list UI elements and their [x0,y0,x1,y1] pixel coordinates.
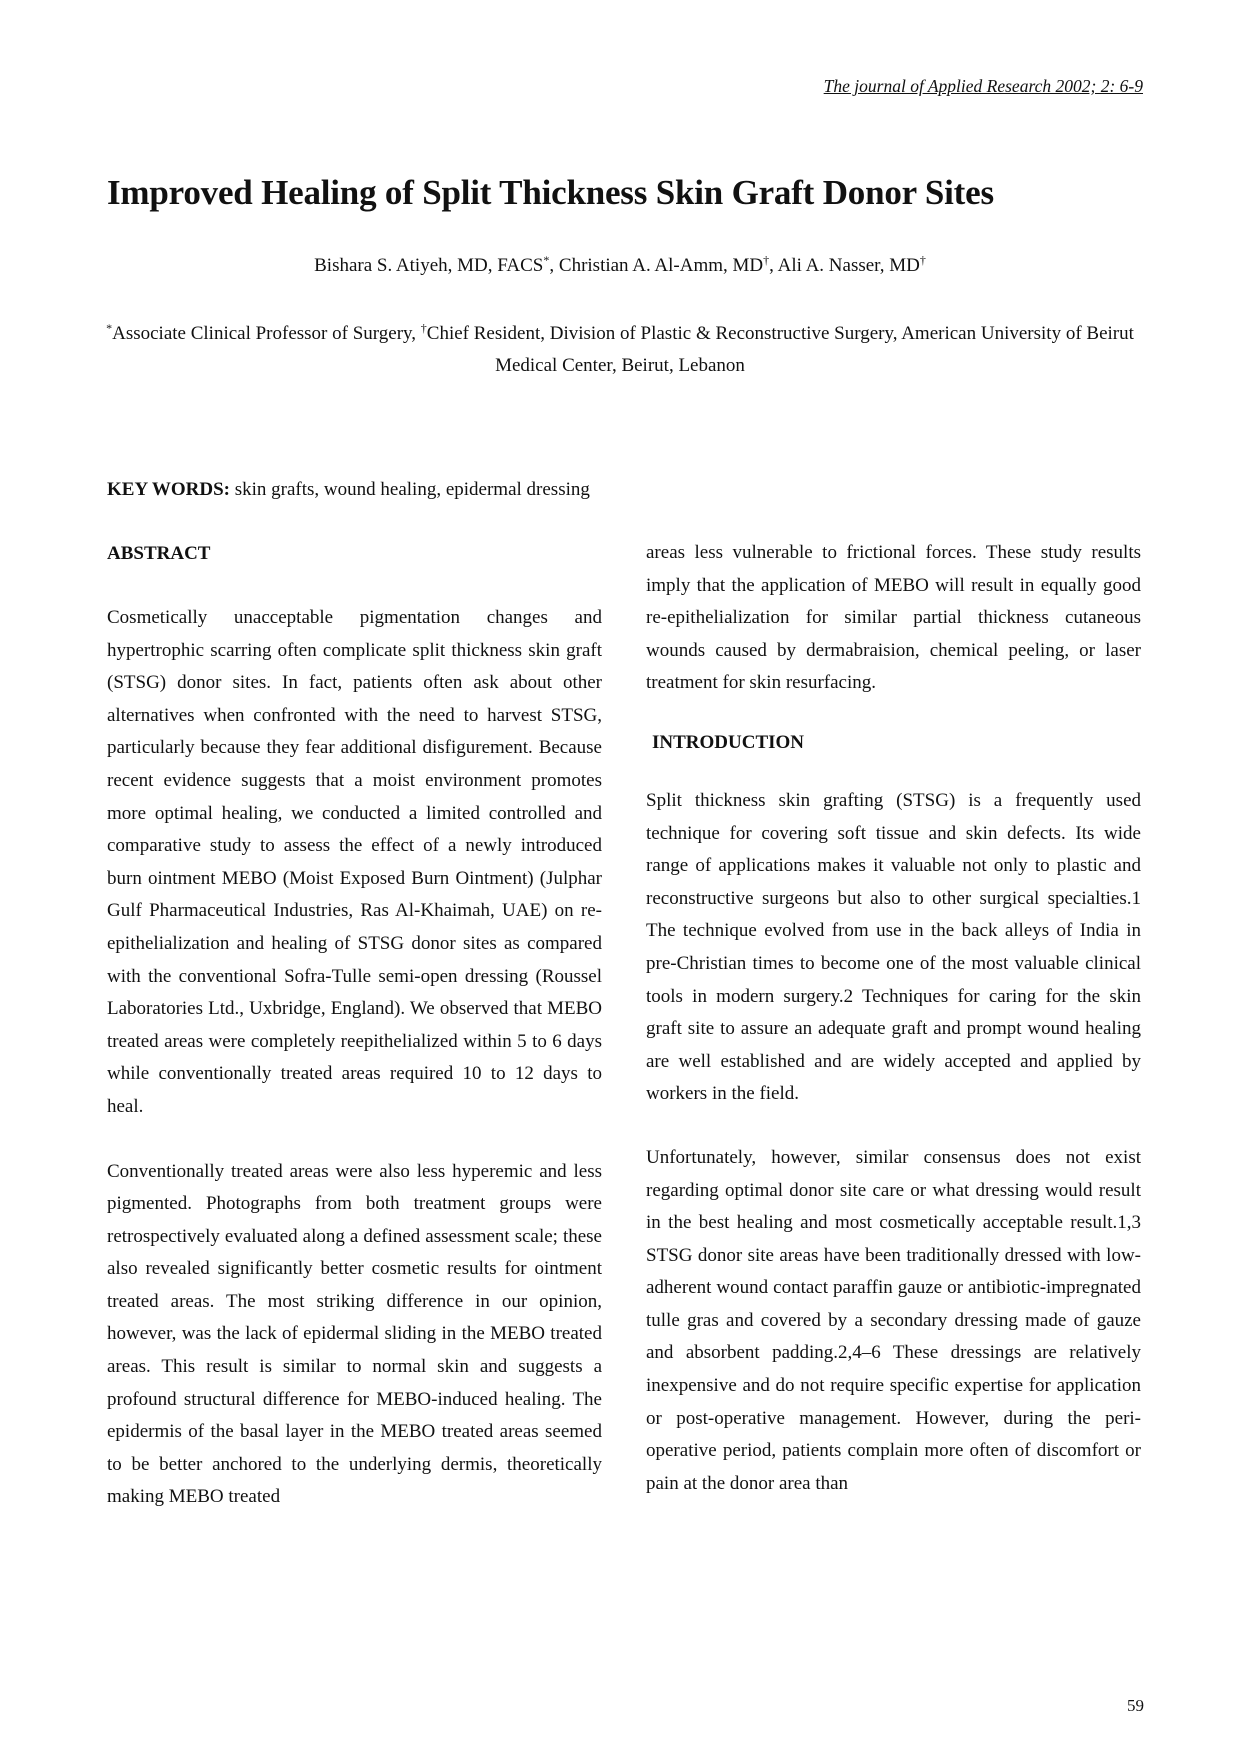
running-head: The journal of Applied Research 2002; 2: 6-9 [823,76,1143,96]
keywords-label: KEY WORDS: [107,479,230,500]
author-list [0,255,1240,277]
affiliation [100,318,1140,382]
affiliation-mark-2: † [420,321,427,335]
right-column [646,537,1141,1500]
author-3: , Ali A. Nasser, MD [769,255,920,276]
author-3-mark: † [919,253,926,267]
introduction-paragraph-2: Unfortunately, however, similar consensus does not exist regarding optimal donor site care or what dressing would result in the best healing and most cosmetically acceptable result.1,3 STSG donor site areas have been traditionally dressed with low-adherent wound contact paraffin gauze or antibiotic-impregnated tulle gras and covered by a secondary dressing made of gauze and absorbent padding.2,4–6 These dressings are relatively inexpensive and do not require specific expertise for application or post-operative management. However, during the peri-operative period, patients complain more often of discomfort or pain at the donor area than [646,1146,1141,1494]
keywords [107,479,590,501]
paper-title: Improved Healing of Split Thickness Skin Graft Donor Sites [107,173,994,212]
abstract-paragraph-2: Conventionally treated areas were also less hyperemic and less pigmented. Photographs from both treatment groups were retrospectively evaluated along a defined assessment scale; these also revealed significantly better cosmetic results for ointment treated areas. The most striking difference in our opinion, however, was the lack of epidermal sliding in the MEBO treated areas. This result is similar to normal skin and suggests a profound structural difference for MEBO-induced healing. The epidermis of the basal layer in the MEBO treated areas seemed to be better anchored to the underlying dermis, theoretically making MEBO treated [107,1160,602,1508]
page-number: 59 [1127,1696,1144,1715]
left-column [107,537,602,1514]
introduction-heading: INTRODUCTION [652,731,805,753]
affiliation-part-1: Associate Clinical Professor of Surgery, [112,323,421,344]
introduction-paragraph-1: Split thickness skin grafting (STSG) is a frequently used technique for covering soft tissue and skin defects. Its wide range of applications makes it valuable not only to plastic and reconstructive surgeons but also to other surgical specialties.1 The technique evolved from use in the back alleys of India in pre-Christian times to become one of the most valuable clinical tools in modern surgery.2 Techniques for caring for the skin graft site to assure an adequate graft and prompt wound healing are well established and are widely accepted and applied by workers in the field. [646,789,1141,1105]
author-1-mark: * [543,253,550,267]
author-1: Bishara S. Atiyeh, MD, FACS [314,255,544,276]
abstract-paragraph-1: Cosmetically unacceptable pigmentation changes and hypertrophic scarring often complicate split thickness skin graft (STSG) donor sites. In fact, patients often ask about other alternatives when confronted with the need to harvest STSG, particularly because they fear additional disfigurement. Because recent evidence suggests that a moist environment promotes more optimal healing, we conducted a limited controlled and comparative study to assess the effect of a newly introduced burn ointment MEBO (Moist Exposed Burn Ointment) (Julphar Gulf Pharmaceutical Industries, Ras Al-Khaimah, UAE) on re-epithelialization and healing of STSG donor sites as compared with the conventional Sofra-Tulle semi-open dressing (Roussel Laboratories Ltd., Uxbridge, England). We observed that MEBO treated areas were completely reepithelialized within 5 to 6 days while conventionally treated areas required 10 to 12 days to heal. [107,607,602,1117]
abstract-heading: ABSTRACT [107,543,211,564]
keywords-text: skin grafts, wound healing, epidermal dressing [230,479,590,500]
abstract-paragraph-3: areas less vulnerable to frictional forces. These study results imply that the application of MEBO will result in equally good re-epithelialization for similar partial thickness cutaneous wounds caused by dermabraision, chemical peeling, or laser treatment for skin resurfacing. [646,542,1141,694]
author-2-mark: † [763,253,770,267]
affiliation-part-2: Chief Resident, Division of Plastic & Reconstructive Surgery, American University of Beirut Medical Center, Beirut, Lebanon [426,323,1134,376]
affiliation-mark-1: * [106,321,113,335]
author-2: , Christian A. Al-Amm, MD [549,255,764,276]
